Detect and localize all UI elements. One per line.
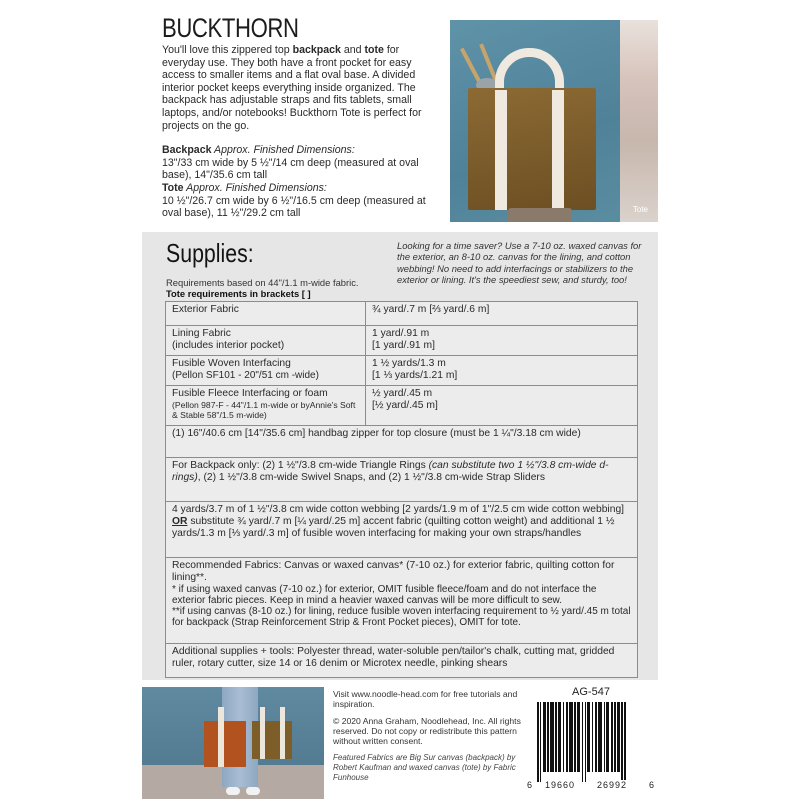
bags-held-photo: [142, 687, 324, 799]
pattern-title: BUCKTHORN: [162, 13, 299, 43]
tote-photo: [450, 20, 658, 222]
supplies-heading: Supplies:: [166, 238, 254, 268]
pattern-back-cover: [142, 0, 658, 800]
table-row-recommended-fabrics: Recommended Fabrics: Canvas or waxed canvas* (7-10 oz.) for exterior fabric, quilting cotton for lining**. * if using waxed canvas (7-10 oz.) for exterior, OMIT fusible fleece/foam and do not interface the exterior fabric pieces. Keep in mind a heavier waxed canvas will be more difficult to sew. **if using canvas (8-10 oz.) for lining, reduce fusible woven interfacing requirement to ½ yard/.45 m total for backpack (Strap Reinforcement Strip & Front Pocket pieces), OMIT for tote.: [166, 557, 637, 643]
supplies-panel: [142, 232, 658, 680]
table-row-backpack-hardware: For Backpack only: (2) 1 ½"/3.8 cm-wide Triangle Rings (can substitute two 1 ½"/3.8 cm-wide d-rings), (2) 1 ½"/3.8 cm-wide Swivel Snaps, and (2) 1 ½"/3.8 cm-wide Strap Sliders: [166, 457, 637, 501]
tote-dimensions-value: 10 ½"/26.7 cm wide by 6 ½"/16.5 cm deep (measured at oval base), 11 ½"/29.2 cm tall: [162, 194, 426, 220]
intro-description: You'll love this zippered top backpack and tote for everyday use. They both have a front pocket for easy access to smaller items and a flat oval base. A divided interior pocket keeps everything inside organized. The backpack has adjustable straps and fits tablets, small laptops, and/or notebooks! Buckthorn Tote is perfect for projects on the go.: [162, 44, 422, 132]
sku-code: AG-547: [572, 686, 610, 698]
backpack-dimensions-heading: Backpack Approx. Finished Dimensions:: [162, 144, 355, 157]
supplies-table: [165, 301, 638, 678]
website-note: Visit www.noodle-head.com for free tutorials and inspiration.: [333, 689, 518, 709]
time-saver-tip: Looking for a time saver? Use a 7-10 oz. waxed canvas for the exterior, an 8-10 oz. canvas for the lining, and cotton webbing! No need to add interfacings or stabilizers to the exterior or lining. It's the speediest sew, and sturdy, too!: [397, 240, 642, 286]
tote-brackets-note: Tote requirements in brackets [ ]: [166, 288, 311, 300]
table-row-webbing: 4 yards/3.7 m of 1 ½"/3.8 cm wide cotton webbing [2 yards/1.9 m of 1"/2.5 cm wide cotton webbing] OR substitute ¾ yard/.7 m [¼ yard/.25 m] accent fabric (quilting cotton weight) and additional 1 ½ yards/1.3 m [⅓ yard/.3 m] of fusible woven interfacing for making your own straps/handles: [166, 501, 637, 557]
featured-fabrics-note: Featured Fabrics are Big Sur canvas (backpack) by Robert Kaufman and waxed canvas (tote) by Fabric Funhouse: [333, 753, 516, 782]
finished-dimensions: [162, 144, 430, 220]
table-row-additional-supplies: Additional supplies + tools: Polyester thread, water-soluble pen/tailor's chalk, cutting mat, gridded ruler, rotary cutter, size 14 or 16 denim or Microtex needle, pinking shears: [166, 643, 637, 677]
requirements-note: Requirements based on 44"/1.1 m-wide fabric. Tote requirements in brackets [ ]: [166, 277, 359, 300]
barcode: AG-547 6 19660 26992 6: [527, 686, 655, 790]
backpack-dimensions-value: 13"/33 cm wide by 5 ½"/14 cm deep (measured at oval base), 14"/35.6 cm tall: [162, 156, 419, 182]
photo-caption: Tote: [632, 205, 648, 214]
table-row: Fusible Woven Interfacing (Pellon SF101 - 20"/51 cm -wide) 1 ½ yards/1.3 m [1 ⅓ yards/1.21 m]: [166, 355, 637, 385]
tote-bag-image: [468, 88, 596, 210]
copyright-notice: © 2020 Anna Graham, Noodlehead, Inc. All rights reserved. Do not copy or redistribute this pattern without written consent.: [333, 716, 521, 746]
table-row: Fusible Fleece Interfacing or foam (Pellon 987-F - 44"/1.1 m-wide or byAnnie's Soft & Stable 58"/1.5 m-wide) ½ yard/.45 m [½ yard/.45 m]: [166, 385, 637, 425]
table-row-zipper: (1) 16"/40.6 cm [14"/35.6 cm] handbag zipper for top closure (must be 1 ¼"/3.18 cm wide): [166, 425, 637, 457]
intro-section: [162, 14, 430, 220]
footer-info: [333, 689, 529, 790]
barcode-bars: [537, 702, 647, 780]
tote-image: [252, 721, 292, 759]
tote-dimensions-heading: Tote Approx. Finished Dimensions:: [162, 181, 327, 194]
backpack-image: [204, 721, 246, 767]
table-row: Exterior Fabric ¾ yard/.7 m [⅔ yard/.6 m]: [166, 302, 637, 325]
table-row: Lining Fabric (includes interior pocket) 1 yard/.91 m [1 yard/.91 m]: [166, 325, 637, 355]
